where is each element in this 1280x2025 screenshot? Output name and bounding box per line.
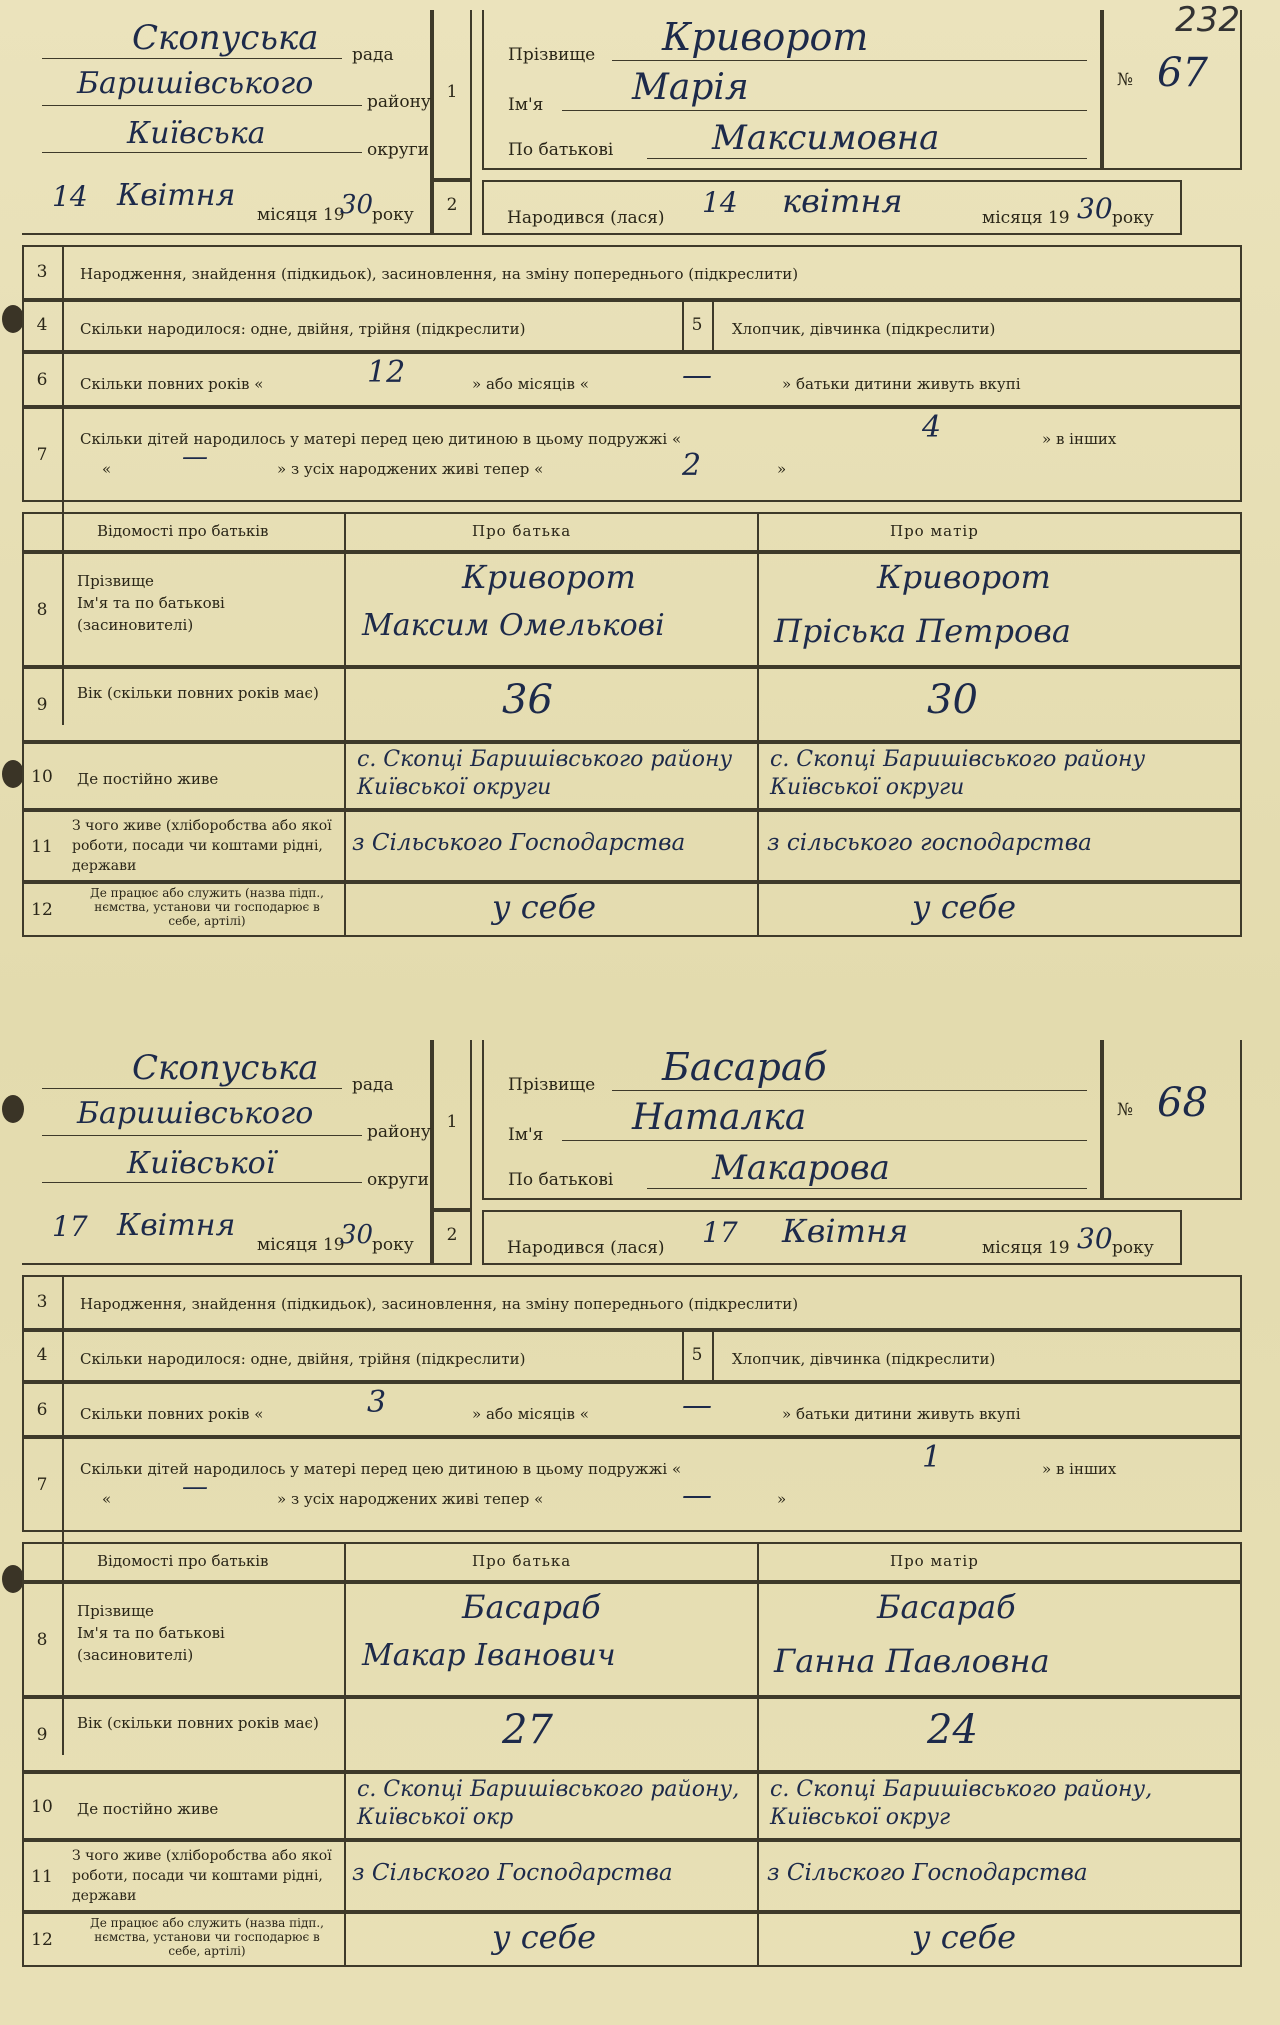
row-7-label-e: » (777, 460, 787, 478)
row-7-label-b: » в інших (1042, 430, 1117, 448)
record-number: 68 (1157, 1080, 1208, 1126)
row-number: 4 (36, 315, 48, 335)
row-9 (22, 1697, 1242, 1772)
raion-line (42, 1135, 362, 1136)
father-age: 36 (502, 677, 553, 723)
father-residence: с. Скопці Баришівського району Київської округи (357, 747, 733, 800)
row-9-label: Вік (скільки повних років має) (77, 684, 319, 702)
row-6-label-c: » батьки дитини живуть вкупі (782, 1405, 1021, 1423)
okruha-name: Київської (127, 1146, 276, 1181)
row-number: 3 (36, 1292, 48, 1312)
row-7-label-b: » в інших (1042, 1460, 1117, 1478)
row-number: 12 (31, 1930, 53, 1950)
row-number: 2 (446, 195, 458, 215)
year-label: року (372, 1235, 414, 1255)
father-name: Максим Омелькові (362, 608, 665, 643)
surname-line (612, 1090, 1087, 1091)
patronymic-line (647, 158, 1087, 159)
surname-label: Прізвище (508, 1075, 596, 1095)
name-line (562, 1140, 1087, 1141)
row-6-label-a: Скільки повних років « (80, 1405, 264, 1423)
father-age: 27 (502, 1707, 553, 1753)
row-6-label-a: Скільки повних років « (80, 375, 264, 393)
mother-surname: Басараб (877, 1588, 1016, 1626)
row-5-label: Хлопчик, дівчинка (підкреслити) (732, 320, 996, 338)
row-number: 9 (36, 695, 48, 715)
row-7-label-e: » (777, 1490, 787, 1508)
child-patronymic: Максимовна (712, 118, 940, 158)
father-residence: с. Скопці Баришівського району, Київської окр (357, 1777, 740, 1830)
patronymic-line (647, 1188, 1087, 1189)
parents-header-label: Відомості про батьків (97, 1552, 269, 1570)
number-sign: № (1117, 1100, 1134, 1120)
child-name: Наталка (632, 1097, 807, 1138)
rada-name: Скопуська (132, 1048, 319, 1088)
month-label: місяця 19 (257, 205, 345, 225)
row-3-label: Народження, знайдення (підкидьок), засиновлення, на зміну попереднього (підкреслити) (80, 1295, 799, 1313)
year-label: року (1112, 1238, 1154, 1258)
father-name: Макар Іванович (362, 1638, 616, 1673)
name-label: Ім'я (508, 95, 544, 115)
patronymic-label: По батькові (508, 1170, 614, 1190)
parents-header-label: Відомості про батьків (97, 522, 269, 540)
children-alive: — (682, 1478, 712, 1513)
row-7-label-c: « (102, 1490, 112, 1508)
row-6-label-b: » або місяців « (472, 1405, 589, 1423)
mother-age: 30 (927, 677, 978, 723)
row-number: 8 (36, 600, 48, 620)
children-other: — (182, 442, 208, 472)
months-together: — (682, 1388, 712, 1423)
row-6-label-c: » батьки дитини живуть вкупі (782, 375, 1021, 393)
rada-line (42, 1088, 342, 1089)
mother-name: Пріська Петрова (774, 612, 1071, 650)
row-number: 4 (36, 1345, 48, 1365)
binding-hole (2, 1095, 24, 1123)
row-10-label: Де постійно живе (77, 770, 219, 788)
patronymic-label: По батькові (508, 140, 614, 160)
rada-line (42, 58, 342, 59)
rada-label: рада (352, 1075, 394, 1095)
year-label: року (1112, 208, 1154, 228)
row-7-label-a: Скільки дітей народилось у матері перед цею дитиною в цьому подружжі « (80, 430, 682, 448)
row-number: 2 (446, 1225, 458, 1245)
birth-record (22, 1040, 1242, 1990)
months-together: — (682, 358, 712, 393)
column-divider (712, 1330, 714, 1382)
mother-occupation: з сільського господарства (767, 830, 1092, 856)
okruha-label: округи (367, 140, 429, 160)
raion-label: району (367, 1122, 431, 1142)
born-label: Народився (лася) (507, 208, 665, 228)
surname-label: Прізвище (508, 45, 596, 65)
birth-month: квітня (782, 182, 903, 220)
birth-record (22, 10, 1242, 945)
birth-year: 30 (1077, 192, 1113, 225)
row-7-label-d: » з усіх народжених живі тепер « (277, 1490, 544, 1508)
year-label: року (372, 205, 414, 225)
page-number: 232 (1175, 0, 1240, 40)
children-before: 4 (922, 410, 942, 445)
row-number: 10 (31, 1797, 53, 1817)
father-header: Про батька (472, 522, 572, 540)
child-patronymic: Макарова (712, 1148, 890, 1188)
mother-residence: с. Скопці Баришівського району Київської округи (770, 747, 1146, 800)
children-before: 1 (922, 1440, 942, 1475)
row-4-label: Скільки народилося: одне, двійня, трійня (підкреслити) (80, 1350, 526, 1368)
number-sign: № (1117, 70, 1134, 90)
name-label: Ім'я (508, 1125, 544, 1145)
row-9 (22, 667, 1242, 742)
mother-header: Про матір (890, 522, 979, 540)
row-10-label: Де постійно живе (77, 1800, 219, 1818)
father-occupation: з Сільського Господарства (352, 830, 686, 856)
birth-year: 30 (1077, 1222, 1113, 1255)
father-header: Про батька (472, 1552, 572, 1570)
column-divider (712, 300, 714, 352)
years-together: 12 (367, 355, 406, 390)
okruha-name: Київська (127, 116, 266, 151)
registration-day: 14 (52, 180, 88, 213)
mother-name: Ганна Павловна (774, 1642, 1050, 1680)
okruha-label: округи (367, 1170, 429, 1190)
row-number: 1 (446, 1112, 458, 1132)
child-surname: Басараб (662, 1045, 827, 1089)
row-number: 5 (691, 1345, 703, 1365)
birth-month: Квітня (782, 1212, 909, 1250)
row-number: 6 (36, 1400, 48, 1420)
mother-header: Про матір (890, 1552, 979, 1570)
row-number: 5 (691, 315, 703, 335)
raion-label: району (367, 92, 431, 112)
row-number: 11 (31, 837, 53, 857)
row-number: 10 (31, 767, 53, 787)
okruha-line (42, 1182, 362, 1183)
father-occupation: з Сільского Господарства (352, 1860, 673, 1886)
born-label: Народився (лася) (507, 1238, 665, 1258)
rada-label: рада (352, 45, 394, 65)
month-label: місяця 19 (257, 1235, 345, 1255)
row-9-label: Вік (скільки повних років має) (77, 1714, 319, 1732)
mother-work: у себе (912, 888, 1017, 926)
registration-year: 30 (340, 190, 374, 220)
mother-surname: Криворот (877, 558, 1051, 596)
row-number: 3 (36, 262, 48, 282)
row-12-label: Де працює або служить (назва підп., нємства, установи чи господарює в себе, артілі) (89, 886, 324, 928)
record-number: 67 (1157, 50, 1208, 96)
surname-line (612, 60, 1087, 61)
row-12-label: Де працює або служить (назва підп., нємства, установи чи господарює в себе, артілі) (89, 1916, 324, 1958)
children-other: — (182, 1472, 208, 1502)
row-number: 1 (446, 82, 458, 102)
row-number: 6 (36, 370, 48, 390)
father-surname: Басараб (462, 1588, 601, 1626)
registration-year: 30 (340, 1220, 374, 1250)
binding-hole (2, 1565, 24, 1593)
row-7-label-a: Скільки дітей народилось у матері перед цею дитиною в цьому подружжі « (80, 1460, 682, 1478)
raion-name: Баришівського (77, 1096, 314, 1131)
row-4-label: Скільки народилося: одне, двійня, трійня (підкреслити) (80, 320, 526, 338)
raion-line (42, 105, 362, 106)
month-label: місяця 19 (982, 1238, 1070, 1258)
row-11-label: З чого живе (хліборобства або якої роботи, посади чи коштами рідні, держави (72, 1848, 332, 1904)
row-7-label-c: « (102, 460, 112, 478)
row-7-label-d: » з усіх народжених живі тепер « (277, 460, 544, 478)
birth-day: 14 (702, 186, 738, 219)
row-number: 7 (36, 445, 48, 465)
mother-age: 24 (927, 1707, 978, 1753)
row-number: 11 (31, 1867, 53, 1887)
okruha-line (42, 152, 362, 153)
registration-month: Квітня (117, 178, 236, 213)
father-work: у себе (492, 1918, 597, 1956)
rada-name: Скопуська (132, 18, 319, 58)
row-6-label-b: » або місяців « (472, 375, 589, 393)
years-together: 3 (367, 1385, 387, 1420)
mother-work: у себе (912, 1918, 1017, 1956)
binding-hole (2, 305, 24, 333)
father-surname: Криворот (462, 558, 636, 596)
children-alive: 2 (682, 448, 702, 483)
row-5-label: Хлопчик, дівчинка (підкреслити) (732, 1350, 996, 1368)
mother-residence: с. Скопці Баришівського району, Київської округ (770, 1777, 1153, 1830)
row-11-label: З чого живе (хліборобства або якої роботи, посади чи коштами рідні, держави (72, 818, 332, 874)
binding-hole (2, 760, 24, 788)
month-label: місяця 19 (982, 208, 1070, 228)
row-number: 9 (36, 1725, 48, 1745)
father-work: у себе (492, 888, 597, 926)
row-number: 7 (36, 1475, 48, 1495)
row-8-label: Прізвище Ім'я та по батькові (засиновителі) (77, 572, 225, 634)
row-number: 12 (31, 900, 53, 920)
child-surname: Криворот (662, 15, 869, 59)
mother-occupation: з Сільского Господарства (767, 1860, 1088, 1886)
name-line (562, 110, 1087, 111)
registration-month: Квітня (117, 1208, 236, 1243)
row-number: 8 (36, 1630, 48, 1650)
raion-name: Баришівського (77, 66, 314, 101)
row-3-label: Народження, знайдення (підкидьок), засиновлення, на зміну попереднього (підкреслити) (80, 265, 799, 283)
row-8-label: Прізвище Ім'я та по батькові (засиновителі) (77, 1602, 225, 1664)
registration-day: 17 (52, 1210, 88, 1243)
birth-day: 17 (702, 1216, 738, 1249)
child-name: Марія (632, 67, 749, 108)
